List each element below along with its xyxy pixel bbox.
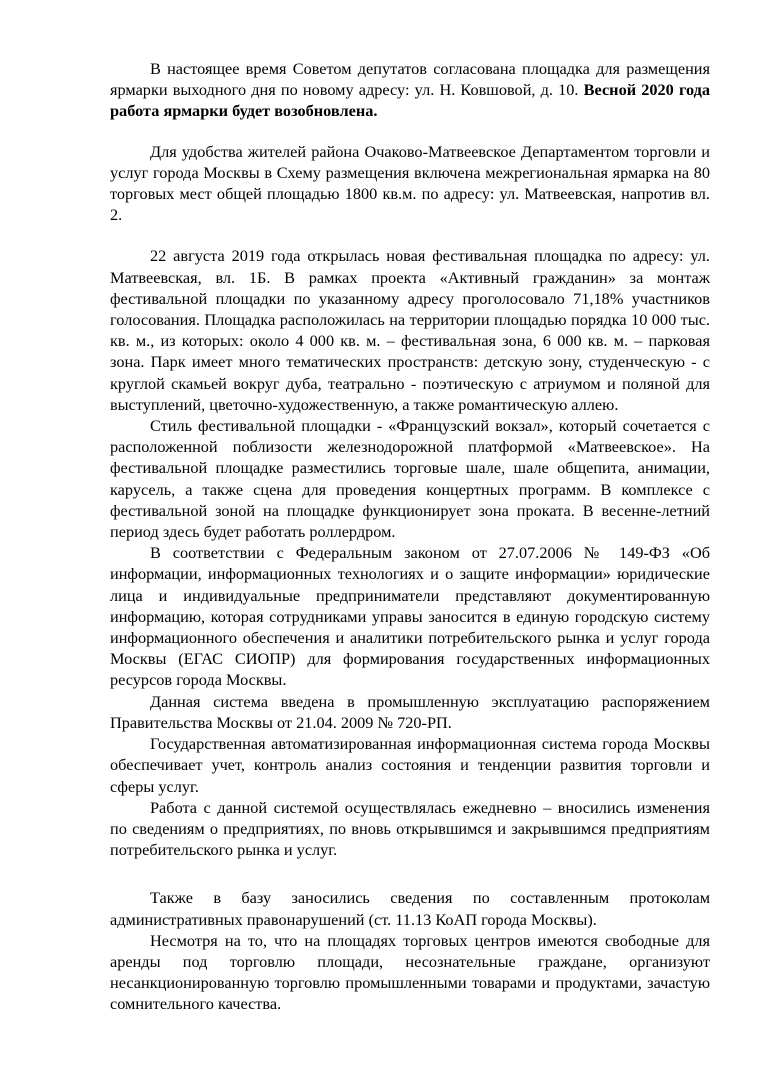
paragraph-federal-law: В соответствии с Федеральным законом от 27.07.2006 № 149-ФЗ «Об информации, информационных технологиях и о защите информации» юридические лица и индивидуальные предприниматели представляют документированную информацию, которая сотрудниками управы заносится в единую городскую систему информационного обеспечения и аналитики потребительского рынка и услуг города Москвы (ЕГАС СИОПР) для формирования государственных информационных ресурсов города Москвы. — [110, 543, 710, 690]
paragraph-violations: Также в базу заносились сведения по составленным протоколам административных правонарушений (ст. 11.13 КоАП города Москвы). — [110, 888, 710, 929]
paragraph-daily-work: Работа с данной системой осуществлялась ежедневно – вносились изменения по сведениям о предприятиях, по вновь открывшимся и закрывшимся предприятиям потребительского рынка и услуг. — [110, 797, 710, 860]
paragraph-unauthorized-trade: Несмотря на то, что на площадях торговых центров имеются свободные для аренды под торговлю площади, несознательные граждане, организуют несанкционированную торговлю промышленными товарами и продуктами, зачастую сомнительного качества. — [110, 930, 710, 1014]
paragraph-festival-site: 22 августа 2019 года открылась новая фестивальная площадка по адресу: ул. Матвеевская, вл. 1Б. В рамках проекта «Активный гражданин» за монтаж фестивальной площадки по указанному адресу проголосовало 71,18% участников голосования. Площадка расположилась на территории площадью порядка 10 000 тыс. кв. м., из которых: около 4 000 кв. м. – фестивальная зона, 6 000 кв. м. – парковая зона. Парк имеет много тематических пространств: детскую зону, студенческую - с круглой скамьей вокруг дуба, театрально - поэтическую с атриумом и поляной для выступлений, цветочно-художественную, а также романтическую аллею. — [110, 246, 710, 414]
paragraph-text: В настоящее время Советом депутатов согласована площадка для размещения ярмарки выходного дня по новому адресу: ул. Н. Ковшовой, д. 10. — [110, 59, 710, 100]
paragraph-fair-new-address — [110, 58, 710, 122]
paragraph-festival-style: Стиль фестивальной площадки - «Французский вокзал», который сочетается с расположенной поблизости железнодорожной платформой «Матвеевское». На фестивальной площадке разместились торговые шале, шале общепита, анимации, карусель, а также сцена для проведения концертных программ. В комплексе с фестивальной зоной на площадке функционирует зона проката. В весенне-летний период здесь будет работать роллердром. — [110, 416, 710, 542]
paragraph-system-operation: Данная система введена в промышленную эксплуатацию распоряжением Правительства Москвы от 21.04. 2009 № 720-РП. — [110, 691, 710, 732]
document-page — [110, 58, 710, 1015]
paragraph-bold-text: Весной 2020 года работа ярмарки будет возобновлена. — [110, 80, 710, 121]
paragraph-state-system: Государственная автоматизированная информационная система города Москвы обеспечивает учет, контроль анализ состояния и тенденции развития торговли и сферы услуг. — [110, 734, 710, 796]
paragraph-interregional-fair: Для удобства жителей района Очаково-Матвеевское Департаментом торговли и услуг города Москвы в Схему размещения включена межрегиональная ярмарка на 80 торговых мест общей площадью 1800 кв.м. по адресу: ул. Матвеевская, напротив вл. 2. — [110, 141, 710, 225]
